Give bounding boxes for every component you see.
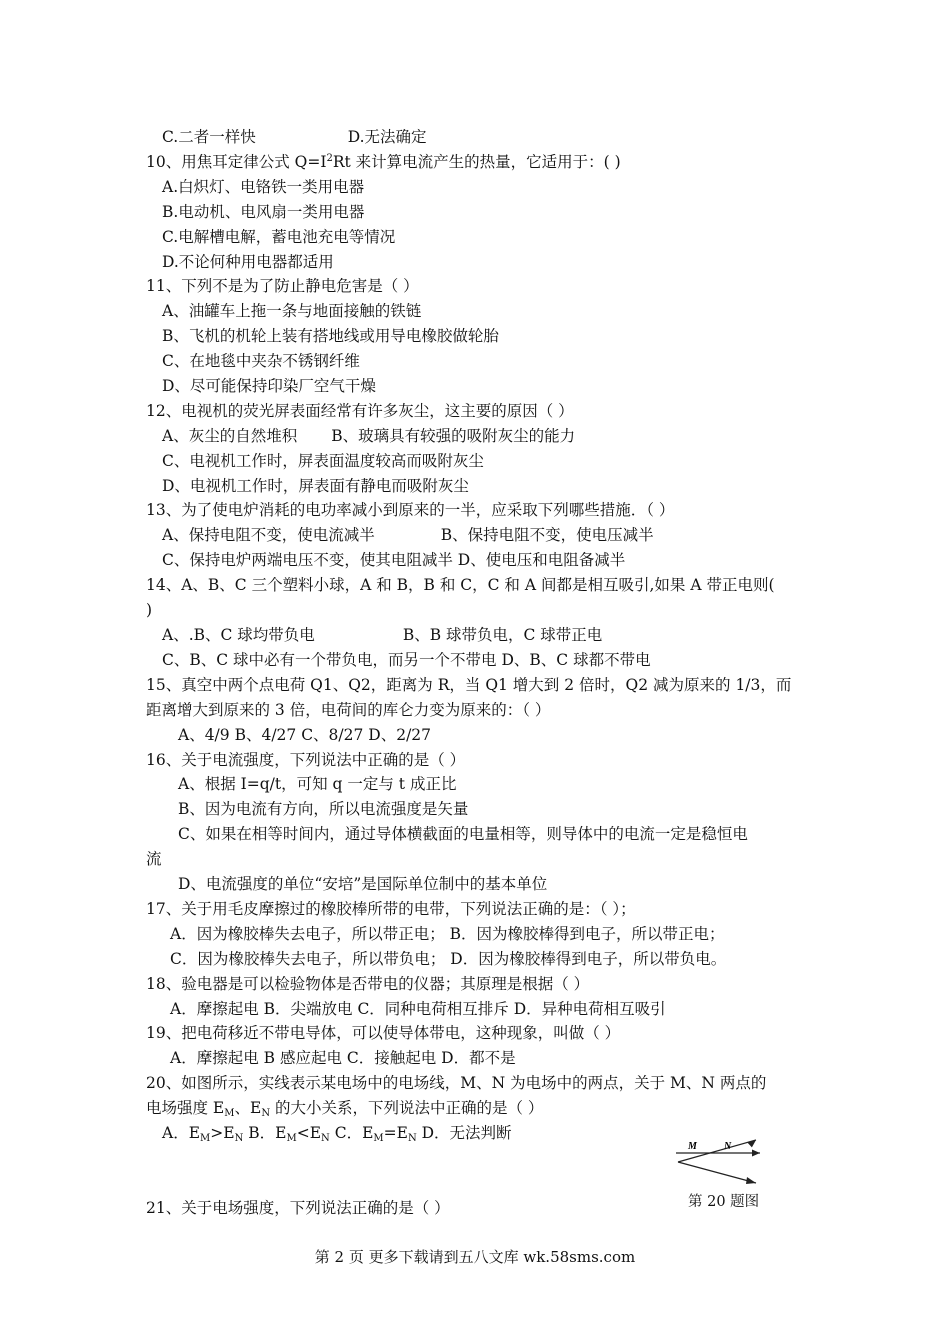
q10-option-d: D.不论何种用电器都适用 (162, 253, 334, 271)
q11-option-d: D、尽可能保持印染厂空气干燥 (162, 377, 376, 395)
q10-option-a: A.白炽灯、电铬铁一类用电器 (162, 178, 365, 196)
q11-stem: 11、下列不是为了防止静电危害是（ ） (146, 277, 419, 295)
q19-options: A．摩擦起电 B 感应起电 C．接触起电 D．都不是 (170, 1049, 516, 1067)
q18-stem: 18、验电器是可以检验物体是否带电的仪器；其原理是根据（ ） (146, 975, 590, 993)
arrowhead-bottom-icon (746, 1177, 756, 1184)
q17-options-ab: A．因为橡胶棒失去电子，所以带正电； B．因为橡胶棒得到电子，所以带正电； (170, 925, 725, 943)
q15-options: A、4/9 B、4/27 C、8/27 D、2/27 (178, 726, 432, 744)
q20-options: A．$E_M>E_N$ B．$E_M<E_N$ C．$E_M=E_N$ D．无法判断 (162, 1124, 512, 1144)
q20-stem: 20、如图所示，实线表示某电场中的电场线，M、N 为电场中的两点，关于 M、N 两点的 (146, 1074, 767, 1092)
q15-stem-cont: 距离增大到原来的 3 倍，电荷间的库仑力变为原来的：（ ） (146, 701, 551, 719)
q16-option-c-cont: 流 (146, 850, 162, 868)
q11-option-c: C、在地毯中夹杂不锈钢纤维 (162, 352, 360, 370)
q14-options-cd: C、B、C 球中必有一个带负电，而另一个不带电 D、B、C 球都不带电 (162, 651, 651, 669)
q10-option-b: B.电动机、电风扇一类用电器 (162, 203, 365, 221)
q16-option-b: B、因为电流有方向，所以电流强度是矢量 (178, 800, 469, 818)
point-n-label: N (724, 1141, 732, 1152)
q14-stem-cont: ) (146, 601, 153, 619)
point-m-label: M (688, 1141, 697, 1152)
q16-option-a: A、根据 I=q/t，可知 q 一定与 t 成正比 (178, 775, 457, 793)
q19-stem: 19、把电荷移近不带电导体，可以使导体带电，这种现象，叫做（ ） (146, 1024, 621, 1042)
q12-option-c: C、电视机工作时，屏表面温度较高而吸附灰尘 (162, 452, 484, 470)
q18-options: A．摩擦起电 B．尖端放电 C．同种电荷相互排斥 D．异种电荷相互吸引 (170, 1000, 666, 1018)
q13-stem: 13、为了使电炉消耗的电功率减小到原来的一半，应采取下列哪些措施．（ ） (146, 501, 675, 519)
page-footer: 第 2 页 更多下载请到五八文库 wk.58sms.com (314, 1248, 636, 1266)
q21-stem: 21、关于电场强度，下列说法正确的是（ ） (146, 1199, 450, 1217)
q17-stem: 17、关于用毛皮摩擦过的橡胶棒所带的电带，下列说法正确的是：（ ）； (146, 900, 636, 918)
q16-option-c: C、如果在相等时间内，通过导体横截面的电量相等，则导体中的电流一定是稳恒电 (178, 825, 748, 843)
q10-option-c: C.电解槽电解，蓄电池充电等情况 (162, 228, 396, 246)
q12-option-d: D、电视机工作时，屏表面有静电而吸附灰尘 (162, 477, 469, 495)
option-c: C.二者一样快 (162, 128, 256, 146)
q15-stem: 15、真空中两个点电荷 Q1、Q2，距离为 R，当 Q1 增大到 2 倍时，Q2 减为原来的 1/3，而 (146, 676, 792, 694)
q11-option-b: B、飞机的机轮上装有搭地线或用导电橡胶做轮胎 (162, 327, 499, 345)
q16-stem: 16、关于电流强度，下列说法中正确的是（ ） (146, 751, 466, 769)
q17-options-cd: C．因为橡胶棒失去电子，所以带负电； D．因为橡胶棒得到电子，所以带负电。 (170, 950, 727, 968)
figure-caption: 第 20 题图 (688, 1194, 760, 1210)
q12-options-ab: A、灰尘的自然堆积 B、玻璃具有较强的吸附灰尘的能力 (162, 427, 576, 445)
q20-stem-cont: 电场强度 $E_M$、$E_N$ 的大小关系，下列说法中正确的是（ ） (146, 1099, 544, 1119)
q12-stem: 12、电视机的荧光屏表面经常有许多灰尘，这主要的原因（ ） (146, 402, 574, 420)
arrowhead-middle-icon (752, 1150, 760, 1157)
q14-options-ab: A、.B、C 球均带负电 B、B 球带负电，C 球带正电 (162, 626, 603, 644)
q9-options-cd (162, 127, 427, 147)
q13-options-cd: C、保持电炉两端电压不变，使其电阻减半 D、使电压和电阻备减半 (162, 551, 626, 569)
q10-stem: 10、用焦耳定律公式 $Q=I^2Rt$ 来计算电流产生的热量，它适用于：( ) (146, 153, 621, 171)
option-d: D.无法确定 (347, 128, 427, 146)
q14-stem: 14、A、B、C 三个塑料小球，A 和 B，B 和 C，C 和 A 间都是相互吸引,如果 A 带正电则( (146, 576, 775, 594)
field-line-bottom (678, 1162, 756, 1183)
q16-option-d: D、电流强度的单位“安培”是国际单位制中的基本单位 (178, 875, 548, 893)
q13-options-ab: A、保持电阻不变，使电流减半 B、保持电阻不变，使电压减半 (162, 526, 654, 544)
q11-option-a: A、油罐车上拖一条与地面接触的铁链 (162, 302, 422, 320)
arrowhead-top-icon (747, 1140, 757, 1148)
